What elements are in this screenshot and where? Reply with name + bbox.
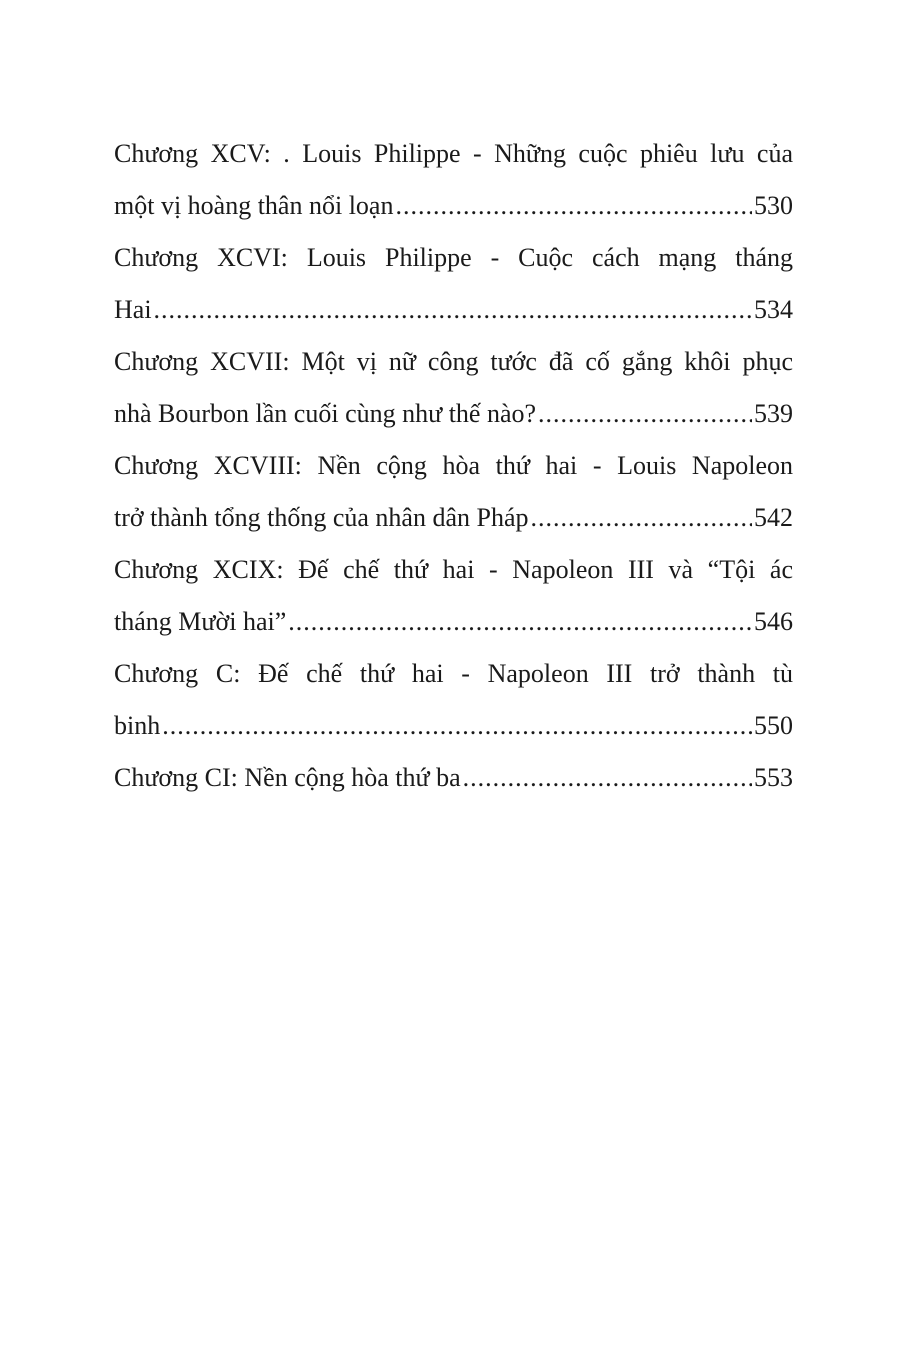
toc-entry-xcix[interactable]	[114, 544, 793, 648]
toc-entry-leader-line	[114, 752, 793, 804]
toc-entry-title: Chương XCIX: Đế chế thứ hai - Napoleon III và “Tội ác	[114, 555, 793, 584]
toc-entry-title-cont: binh	[114, 711, 161, 740]
toc-page-number: 539	[754, 399, 793, 428]
dot-leader	[531, 492, 752, 544]
toc-page-number: 530	[754, 191, 793, 220]
toc-page-number: 546	[754, 607, 793, 636]
toc-entry-leader-line	[114, 180, 793, 232]
toc-entry-title-cont: nhà Bourbon lần cuối cùng như thế nào?	[114, 399, 537, 428]
toc-page-number: 542	[754, 503, 793, 532]
toc-entry-leader-line	[114, 284, 793, 336]
toc-entry-leader-line	[114, 388, 793, 440]
toc-page-number: 553	[754, 763, 793, 792]
dot-leader	[538, 388, 752, 440]
toc-entry-title: Chương XCVIII: Nền cộng hòa thứ hai - Louis Napoleon	[114, 451, 793, 480]
dot-leader	[395, 180, 752, 232]
toc-entry-title-cont: một vị hoàng thân nổi loạn	[114, 191, 394, 220]
toc-entry-title: Chương XCVI: Louis Philippe - Cuộc cách mạng tháng	[114, 243, 793, 272]
toc-entry-title: Chương C: Đế chế thứ hai - Napoleon III trở thành tù	[114, 659, 793, 688]
toc-entry-title: Chương XCVII: Một vị nữ công tước đã cố gắng khôi phục	[114, 347, 793, 376]
toc-entry-leader-line	[114, 492, 793, 544]
toc-entry-xcvi[interactable]	[114, 232, 793, 336]
toc-entry-xcvii[interactable]	[114, 336, 793, 440]
toc-entry-title-cont: trở thành tổng thống của nhân dân Pháp	[114, 503, 529, 532]
toc-entry-title: Chương XCV: . Louis Philippe - Những cuộc phiêu lưu của	[114, 139, 793, 168]
toc-page-number: 550	[754, 711, 793, 740]
toc-entry-leader-line	[114, 596, 793, 648]
dot-leader	[463, 752, 752, 804]
dot-leader	[288, 596, 752, 648]
toc-entry-title-cont: tháng Mười hai”	[114, 607, 287, 636]
table-of-contents	[114, 128, 793, 804]
toc-entry-leader-line	[114, 700, 793, 752]
toc-entry-c[interactable]	[114, 648, 793, 752]
dot-leader	[162, 700, 752, 752]
toc-entry-title-cont: Hai	[114, 295, 152, 324]
toc-entry-title: Chương CI: Nền cộng hòa thứ ba	[114, 763, 461, 792]
toc-entry-xcv[interactable]	[114, 128, 793, 232]
toc-entry-xcviii[interactable]	[114, 440, 793, 544]
dot-leader	[154, 284, 752, 336]
toc-entry-ci[interactable]	[114, 752, 793, 804]
toc-page-number: 534	[754, 295, 793, 324]
